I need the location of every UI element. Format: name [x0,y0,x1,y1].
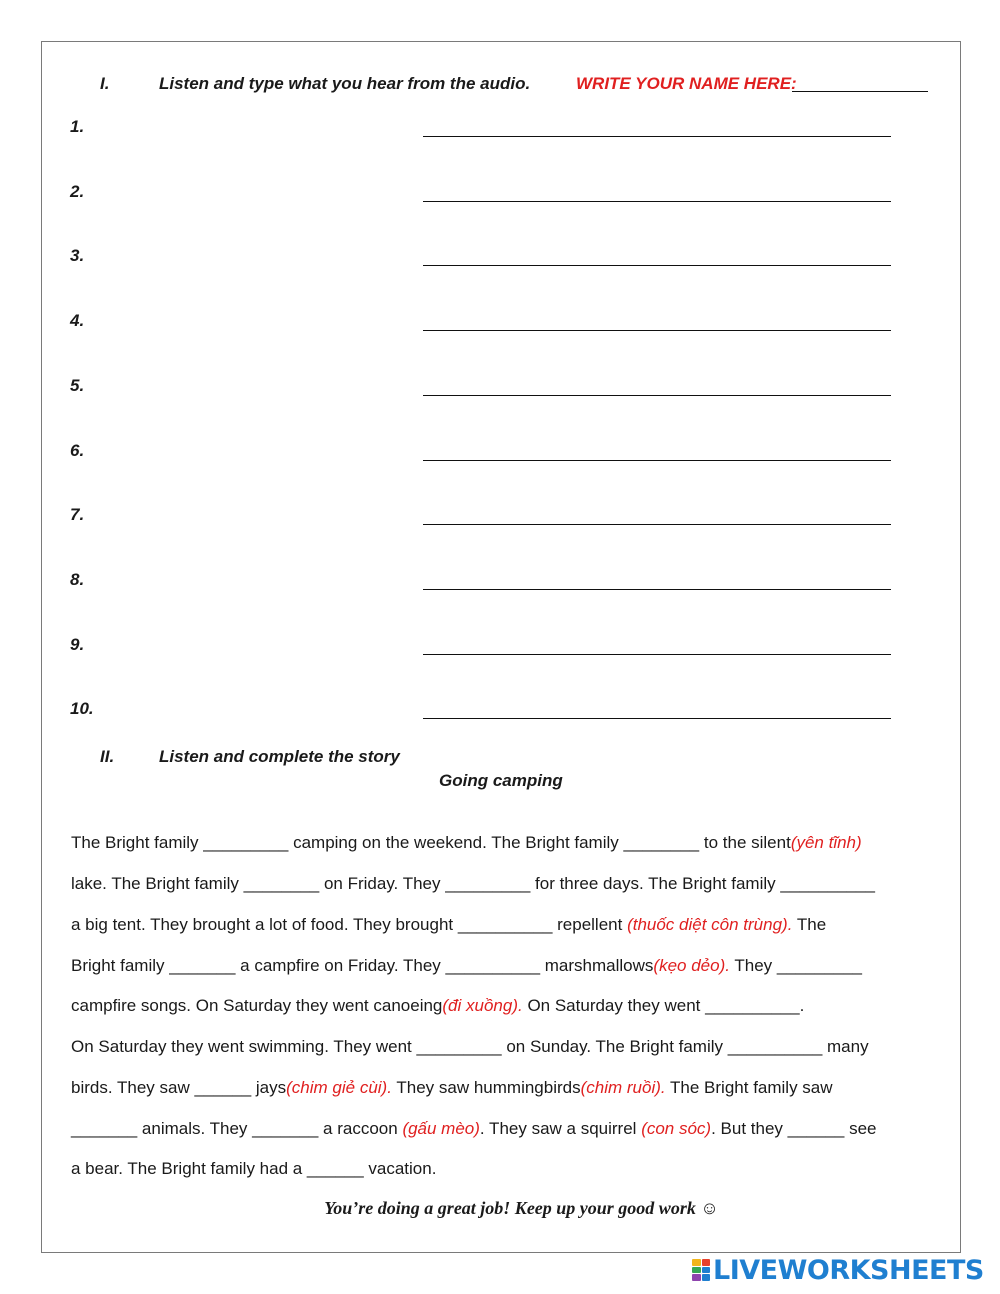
story-text: The Bright family _________ camping on the weekend. The Bright family ________ to the silent [71,833,791,852]
answer-input-line[interactable] [423,524,891,525]
story-line-8 [71,1119,877,1139]
answer-input-line[interactable] [423,460,891,461]
item-number: 6. [70,440,85,460]
story-text: Bright family _______ a campfire on Friday. They __________ marshmallows [71,956,654,975]
story-text: . They saw a squirrel [479,1119,642,1138]
story-text: The Bright family saw [665,1078,833,1097]
story-text: birds. They saw ______ jays [71,1078,287,1097]
story-title: Going camping [439,771,563,790]
worksheet-frame [41,41,961,1253]
answer-input-line[interactable] [423,136,891,137]
translation-note: (yên tĩnh) [790,833,862,852]
logo-text: LIVEWORKSHEETS [713,1254,984,1286]
story-text: They saw hummingbirds [391,1078,581,1097]
story-text: campfire songs. On Saturday they went canoeing [71,996,443,1015]
translation-note: (thuốc diệt côn trùng). [627,915,793,934]
story-line-3 [71,915,826,935]
answer-input-line[interactable] [423,265,891,266]
translation-note: (con sóc) [641,1119,712,1138]
section-2-instruction: Listen and complete the story [159,747,400,766]
name-input-line[interactable] [792,91,928,92]
name-prompt: WRITE YOUR NAME HERE: [576,74,797,93]
story-text: On Saturday they went swimming. They went _________ on Sunday. The Bright family __________ many [71,1037,869,1056]
item-number: 4. [70,311,85,331]
answer-input-line[interactable] [423,718,891,719]
translation-note: (gấu mèo) [402,1119,480,1138]
translation-note: (đi xuồng). [442,996,523,1015]
story-line-5 [71,996,804,1016]
story-line-7 [71,1078,833,1098]
story-text: lake. The Bright family ________ on Friday. They _________ for three days. The Bright family __________ [71,874,875,893]
translation-note: (chim giẻ cùi). [286,1078,392,1097]
liveworksheets-logo [692,1254,984,1286]
story-line-9 [71,1159,436,1179]
story-line-6 [71,1037,869,1057]
answer-input-line[interactable] [423,589,891,590]
item-number: 2. [70,181,85,201]
section-1-number: I. [100,74,110,93]
story-text: _______ animals. They _______ a raccoon [71,1119,403,1138]
answer-input-line[interactable] [423,201,891,202]
answer-input-line[interactable] [423,654,891,655]
answer-input-line[interactable] [423,330,891,331]
logo-blocks-icon [692,1259,710,1281]
story-text: They _________ [729,956,862,975]
item-number: 1. [70,117,85,136]
item-number: 10. [70,699,94,719]
story-text: On Saturday they went __________. [522,996,805,1015]
story-text: The [792,915,827,934]
item-number: 9. [70,634,85,654]
story-line-1 [71,833,862,853]
item-number: 3. [70,246,85,266]
story-text: . But they ______ see [711,1119,877,1138]
encouragement-message: You’re doing a great job! Keep up your good work ☺ [324,1198,719,1218]
item-number: 8. [70,569,85,589]
story-text: a big tent. They brought a lot of food. They brought __________ repellent [71,915,628,934]
story-text: a bear. The Bright family had a ______ vacation. [71,1159,437,1178]
section-2-number: II. [100,747,115,766]
story-line-4 [71,956,862,976]
item-number: 7. [70,505,85,525]
item-number: 5. [70,375,85,395]
translation-note: (chim ruồi). [580,1078,666,1097]
section-1-instruction: Listen and type what you hear from the audio. [159,74,531,93]
story-line-2 [71,874,875,894]
answer-input-line[interactable] [423,395,891,396]
translation-note: (kẹo dẻo). [653,956,730,975]
